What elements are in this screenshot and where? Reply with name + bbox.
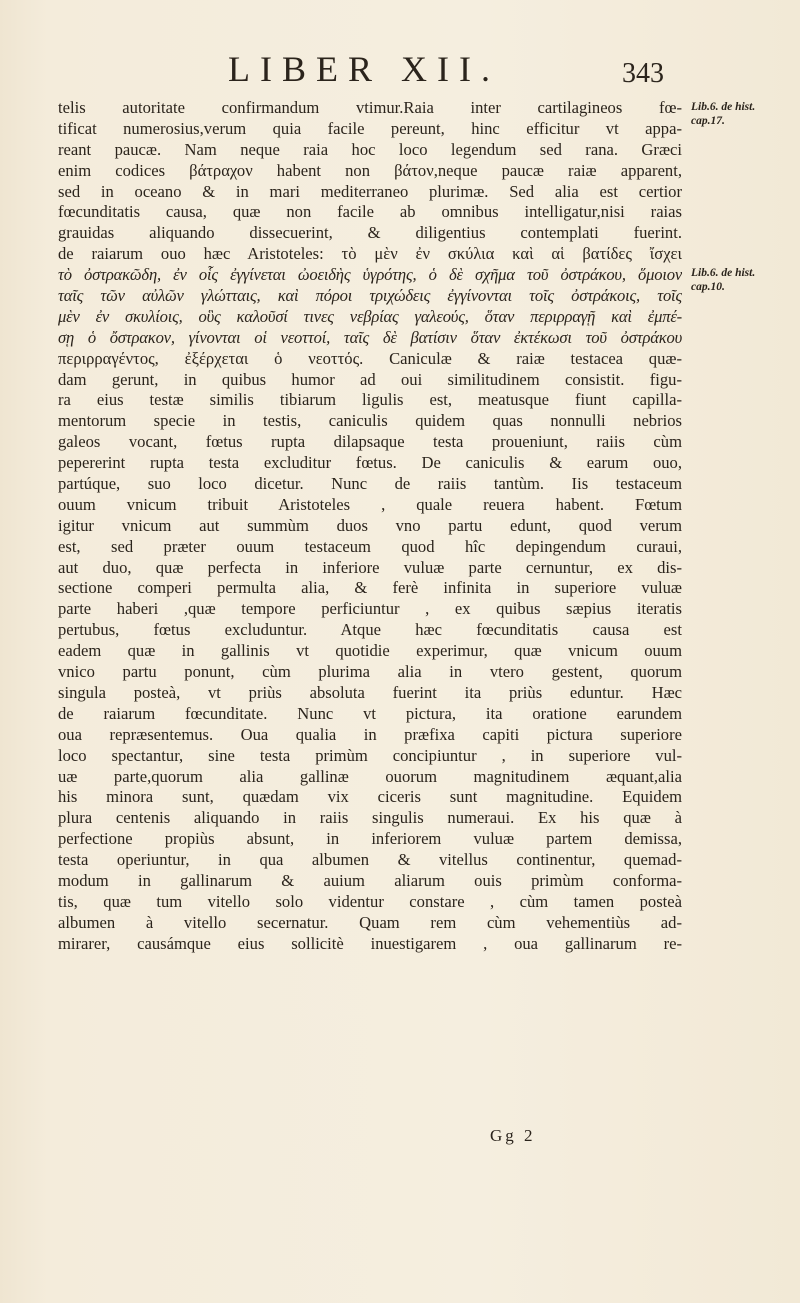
text-line: perfectione propiùs absunt, in inferiorem vuluæ partem demissa, <box>58 829 682 849</box>
text-line: grauidas aliquando dissecuerint, & diligentius contemplati fuerint. <box>58 223 682 243</box>
text-line: mirarer, causámque eius sollicitè inuestigarem , oua gallinarum re- <box>58 933 682 953</box>
text-line: ouum vnicum tribuit Aristoteles , quale reuera habent. Fœtum <box>58 494 682 514</box>
text-line: his minora sunt, quædam vix ciceris sunt magnitudine. Equidem <box>58 787 682 807</box>
text-line: ταῖς τῶν αὐλῶν γλώτταις, καὶ πόροι τριχώδεις ἐγγίνονται τοῖς ὀστράκοις, τοῖς <box>58 286 682 306</box>
text-line: loco spectantur, sine testa primùm concipiuntur , in superiore vul- <box>58 745 682 765</box>
text-line: oua repræsentemus. Oua qualia in præfixa capiti pictura superiore <box>58 724 682 744</box>
text-line: tificat numerosius,verum quia facile pereunt, hinc efficitur vt appa- <box>58 118 682 138</box>
text-line: τὸ ὀστρακῶδη, ἐν οἷς ἐγγίνεται ὠοειδὴς ὑγρότης, ὁ δὲ σχῆμα τοῦ ὀστράκου, ὅμοιον <box>58 265 682 285</box>
margin-note-2 <box>691 266 795 294</box>
text-line: σῃ ὁ ὄστρακον, γίνονται οἱ νεοττοί, ταῖς δὲ βατίσιν ὅταν ἐκτέκωσι τοῦ ὀστράκου <box>58 327 682 347</box>
text-line: eadem quæ in gallinis vt quotidie experimur, quæ vnicum ouum <box>58 641 682 661</box>
margin-note-line: cap.10. <box>691 281 725 293</box>
page-header <box>0 44 800 94</box>
text-line: mentorum specie in testis, caniculis quidem quas nonnulli nebrios <box>58 411 682 431</box>
body-text <box>58 98 682 955</box>
running-title: LIBER XII. <box>228 49 500 89</box>
text-line: vnico partu ponunt, cùm plurima alia in vtero gestent, quorum <box>58 662 682 682</box>
text-line: uæ parte,quorum alia gallinæ ouorum magnitudinem æquant,alia <box>58 766 682 786</box>
text-line: partúque, suo loco dicetur. Nunc de raiis tantùm. Iis testaceum <box>58 474 682 494</box>
text-line: de raiarum fœcunditate. Nunc vt pictura, ita oratione earundem <box>58 703 682 723</box>
text-line: igitur vnicum aut summùm duos vno partu edunt, quod verum <box>58 515 682 535</box>
text-line: pertubus, fœtus excluduntur. Atque hæc fœcunditatis causa est <box>58 620 682 640</box>
text-line: pepererint rupta testa excluditur fœtus. De caniculis & earum ouo, <box>58 453 682 473</box>
text-line: telis autoritate confirmandum vtimur.Raia inter cartilagineos fœ- <box>58 98 682 117</box>
margin-note-1 <box>691 100 795 128</box>
text-line: aut duo, quæ perfecta in inferiore vuluæ parte cernuntur, ex dis- <box>58 557 682 577</box>
text-line: modum in gallinarum & auium aliarum ouis primùm conforma- <box>58 870 682 890</box>
text-line: sectione comperi permulta alia, & ferè infinita in superiore vuluæ <box>58 578 682 598</box>
text-line: reant paucæ. Nam neque raia hoc loco legendum sed rana. Græci <box>58 139 682 159</box>
signature-mark: Gg 2 <box>490 1126 536 1145</box>
text-line: albumen à vitello secernatur. Quam rem cùm vehementiùs ad- <box>58 912 682 932</box>
text-line: plura centenis aliquando in raiis singulis numeraui. Ex his quæ à <box>58 808 682 828</box>
page-number: 343 <box>622 58 664 89</box>
text-line: dam gerunt, in quibus humor ad oui similitudinem consistit. figu- <box>58 369 682 389</box>
text-line: μὲν ἐν σκυλίοις, οὓς καλοῦσί τινες νεβρίας γαλεούς, ὅταν περιρραγῇ καὶ ἐμπέ- <box>58 306 682 326</box>
text-line: ra eius testæ similis tibiarum ligulis est, meatusque fiunt capilla- <box>58 390 682 410</box>
text-line: de raiarum ouo hæc Aristoteles: τὸ μὲν ἐν σκύλια καὶ αἱ βατίδες ἴσχει <box>58 244 682 264</box>
text-line: singula posteà, vt priùs absoluta fuerint ita priùs eduntur. Hæc <box>58 682 682 702</box>
text-line: enim codices βάτραχον habent non βάτον,neque paucæ raiæ apparent, <box>58 160 682 180</box>
text-line: περιρραγέντος, ἐξέρχεται ὁ νεοττός. Caniculæ & raiæ testacea quæ- <box>58 348 682 368</box>
text-line: tis, quæ tum vitello solo videntur constare , cùm tamen posteà <box>58 891 682 911</box>
margin-note-line: Lib.6. de hist. <box>691 267 756 279</box>
text-line: fœcunditatis causa, quæ non facile ab omnibus intelligatur,nisi raias <box>58 202 682 222</box>
text-line: testa operiuntur, in qua albumen & vitellus continentur, quemad- <box>58 850 682 870</box>
text-line: sed in oceano & in mari mediterraneo plurimæ. Sed alia est certior <box>58 181 682 201</box>
text-line: est, sed præter ouum testaceum quod hîc depingendum curaui, <box>58 536 682 556</box>
text-line: galeos vocant, fœtus rupta dilapsaque testa proueniunt, raiis cùm <box>58 432 682 452</box>
margin-note-line: Lib.6. de hist. <box>691 101 756 113</box>
margin-note-line: cap.17. <box>691 115 725 127</box>
text-line: parte haberi ,quæ tempore perficiuntur , ex quibus sæpius iteratis <box>58 599 682 619</box>
